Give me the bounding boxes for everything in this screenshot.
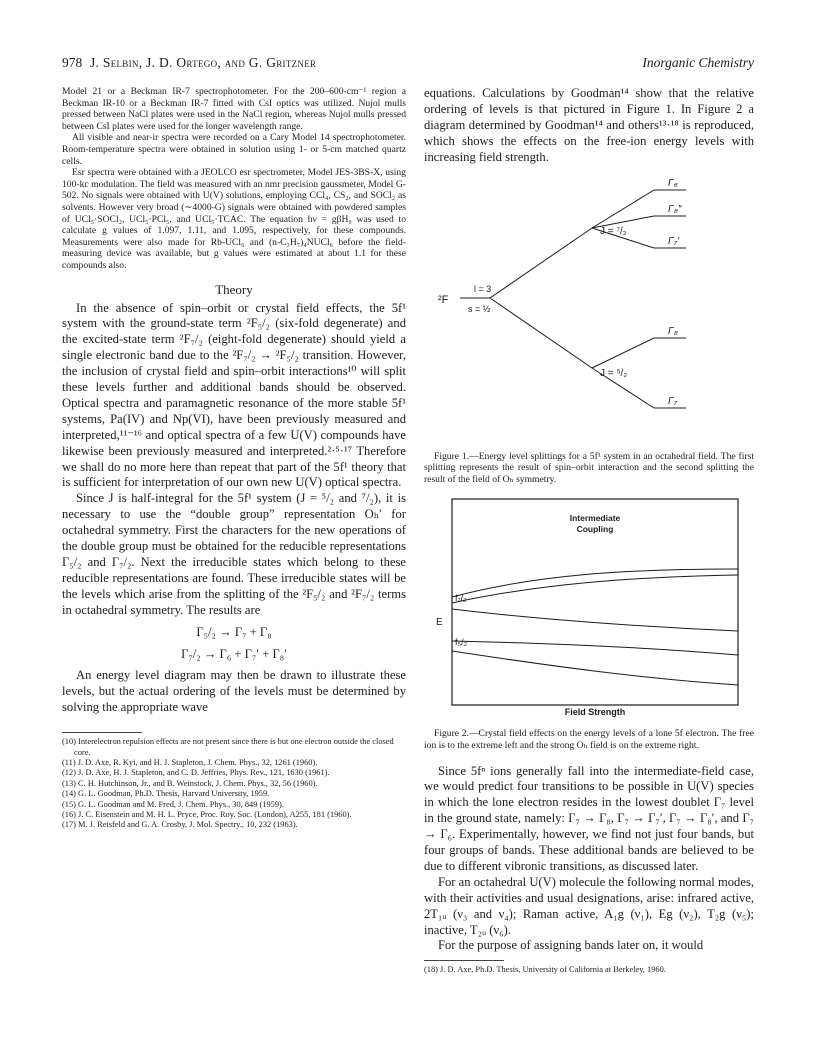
figure-1-caption bbox=[424, 451, 754, 486]
exp-paragraph: All visible and near-ir spectra were recorded on a Cary Model 14 spectrophotometer. Room-temperature spectra were obtained in solution using 1- or 5-cm matched quartz cells. bbox=[62, 132, 406, 167]
j52-label: J = ⁵/₂ bbox=[600, 367, 628, 379]
discussion-paragraph: Since 5fⁿ ions generally fall into the intermediate-field case, we would predict four transitions to be possible in U(V) species in which the lone electron resides in the lowest doublet Γ₇ level in the ground state, namely: Γ₇ → Γ₈, Γ₇ → Γ₇′, Γ₇ → Γ₈′, and Γ₇ → Γ₆. Experimentally, however, we find not just four bands, but four groups of bands. These additional bands are believed to be due to different vibronic transitions, as discussed later. bbox=[424, 763, 754, 873]
gamma8pp-label: Γ₈″ bbox=[668, 203, 682, 215]
exp-paragraph: Model 21 or a Beckman IR-7 spectrophotometer. For the 200–600-cm⁻¹ region a Beckman IR-10 or a Beckman IR-7 fitted with CsI optics was utilized. Nujol mulls pressed between NaCl plates were used in the NaCl region, whereas Nujol mulls pressed between CsI plates were used for the longer wavelength range. bbox=[62, 86, 406, 132]
curve-lower-2 bbox=[452, 651, 738, 685]
intro-paragraph bbox=[424, 86, 754, 166]
field-strength-label: Field Strength bbox=[564, 707, 626, 718]
theory-paragraph: An energy level diagram may then be drawn to illustrate these levels, but the actual ordering of the levels must be determined by solving the appropriate wave bbox=[62, 668, 406, 715]
figure-1-caption-text: Figure 1.—Energy level splittings for a 5f¹ system in an octahedral field. The first splitting represents the result of spin–orbit interaction and the second splitting the result of the field of Oₕ symmetry. bbox=[424, 450, 754, 485]
f72-label: f₇/₂ bbox=[455, 593, 467, 604]
l-label: l = 3 bbox=[474, 283, 492, 294]
figure-2-caption-text: Figure 2.—Crystal field effects on the energy levels of a lone 5f electron. The free ion is to the extreme left and the strong Oₕ field is on the extreme right. bbox=[424, 728, 754, 751]
fig2-title-1: Intermediate bbox=[569, 513, 621, 524]
footnote-rule bbox=[62, 732, 142, 733]
energy-axis-label: E bbox=[436, 617, 443, 629]
curve-middle bbox=[452, 609, 738, 631]
left-column bbox=[62, 86, 406, 831]
footnote-rule-right bbox=[424, 960, 504, 961]
page-number: 978 bbox=[62, 55, 83, 70]
energy-level-diagram bbox=[424, 172, 754, 440]
gamma7-label: Γ₇ bbox=[668, 395, 678, 407]
curve-upper-1 bbox=[452, 569, 738, 597]
equation-gamma-52: Γ₅/₂ → Γ₇ + Γ₈ bbox=[196, 624, 272, 639]
curve-lower-1 bbox=[452, 641, 738, 655]
discussion-section bbox=[424, 764, 754, 955]
footnotes bbox=[62, 737, 406, 831]
footnote: (15) G. L. Goodman and M. Fred, J. Chem. Phys., 30, 849 (1959). bbox=[62, 799, 284, 809]
intro-text: equations. Calculations by Goodman¹⁴ show that the relative ordering of levels is that pictured in Figure 1. In Figure 2 a diagram determined by Goodman¹⁴ and others¹³·¹⁸ is reproduced, which shows the effects on the free-ion energy levels with increasing field strength. bbox=[424, 86, 754, 164]
crystal-field-diagram bbox=[424, 495, 754, 717]
figure-2 bbox=[424, 495, 754, 751]
exp-paragraph: Esr spectra were obtained with a JEOLCO esr spectrometer, Model JES-3BS-X, using 100-kc modulation. The field was measured with an nmr precision gaussmeter, Model G-502. No signals were obtained with U(V) solutions, employing CCl₄, CS₂, and SOCl₂ as solvents. However very broad (∼4000-G) signals were obtained with powdered samples of UCl₅·SOCl₂, UCl₅·PCl₅, and UCl₅·TCAC. The equation hν = gβH₀ was used to calculate g values of 1.097, 1.11, and 1.095, respectively, for these compounds. Measurements were also made for Rb-UCl₆ and (n-C₃H₇)₄NUCl₆ before the field-measuring device was available, but g values were estimated at about 1.1 for these compounds also. bbox=[62, 167, 406, 271]
split-line-j52 bbox=[490, 298, 592, 368]
gamma7p-label: Γ₇′ bbox=[668, 235, 680, 247]
footnote: (10) Interelectron repulsion effects are not present since there is but one electron outside the closed core. bbox=[62, 737, 394, 757]
footnote: (16) J. C. Eisenstein and M. H. L. Pryce, Proc. Roy. Soc. (London), A255, 181 (1960). bbox=[62, 810, 352, 819]
footnote: (12) J. D. Axe, H. J. Stapleton, and C. D. Jeffries, Phys. Rev., 121, 1630 (1961). bbox=[62, 768, 330, 778]
experimental-section bbox=[62, 86, 406, 272]
section-heading-theory: Theory bbox=[215, 281, 253, 297]
running-header bbox=[62, 55, 754, 75]
j72-label: J = ⁷/₂ bbox=[600, 225, 627, 237]
gamma8-label: Γ₈ bbox=[668, 325, 678, 337]
s-label: s = ½ bbox=[468, 303, 491, 314]
f52-label: f₅/₂ bbox=[455, 637, 468, 648]
term-label: ²F bbox=[438, 293, 449, 306]
footnote: (13) C. H. Hutchinson, Jr., and B. Weinstock, J. Chem. Phys., 32, 56 (1960). bbox=[62, 778, 318, 788]
figure-1 bbox=[424, 172, 754, 486]
gamma6-label: Γ₆ bbox=[668, 177, 678, 189]
footnote: (17) M. J. Reisfeld and G. A. Crosby, J. Mol. Spectry., 10, 232 (1963). bbox=[62, 820, 298, 830]
split-line-g8 bbox=[592, 338, 654, 368]
theory-paragraph: Since J is half-integral for the 5f¹ system (J = ⁵/₂ and ⁷/₂), it is necessary to use the “double group” representation Oₕ′ for octahedral symmetry. First the characters for the new operations of the double group must be obtained for the reducible representations Γ₅/₂ and Γ₇/₂. Next the irreducible states which belong to these reducible representations are found. These irreducible states will be the levels which arise from the splitting of the ²F₅/₂ and ²F₇/₂ terms in octahedral symmetry. The results are bbox=[62, 491, 406, 617]
equation-gamma-72: Γ₇/₂ → Γ₆ + Γ₇′ + Γ₈′ bbox=[181, 646, 287, 661]
discussion-paragraph: For the purpose of assigning bands later on, it would bbox=[438, 938, 704, 953]
footnote: (14) G. L. Goodman, Ph.D. Thesis, Harvard University, 1959. bbox=[62, 789, 270, 799]
journal-name: Inorganic Chemistry bbox=[642, 55, 754, 70]
right-column bbox=[424, 86, 754, 976]
discussion-paragraph: For an octahedral U(V) molecule the following normal modes, with their activities and usual designations, arise: infrared active, 2T₁ᵤ (ν₃ and ν₄); Raman active, A₁g (ν₁), Eg (ν₂), T₂g (ν₅); inactive, T₂ᵤ (ν₆). bbox=[424, 874, 754, 937]
curve-upper-2 bbox=[452, 575, 738, 603]
footnote: (11) J. D. Axe, R. Kyi, and H. J. Stapleton, J. Chem. Phys., 32, 1261 (1960). bbox=[62, 757, 318, 767]
theory-paragraph: In the absence of spin–orbit or crystal field effects, the 5f¹ system with the ground-state term ²F₅/₂ (six-fold degenerate) and the excited-state term ²F₇/₂ (eight-fold degenerate) should yield a single electronic band due to the ²F₇/₂ → ²F₅/₂ transition. However, the inclusion of crystal field and spin–orbit interactions¹⁰ will split these levels further and additional bands should be observed. Optical spectra and paramagnetic resonance of the more stable 5f¹ systems, Pa(IV) and Np(VI), have been previously measured and interpreted,¹¹⁻¹⁶ and optical spectra of a few U(V) compounds have likewise been previously measured and interpreted.²·⁵·¹⁷ Therefore we shall do no more here than repeat that part of the 5f¹ theory that is sufficient for interpretation of our own new U(V) optical spectra. bbox=[62, 300, 406, 490]
footnote-18: (18) J. D. Axe, Ph.D. Thesis, University of California at Berkeley, 1960. bbox=[424, 965, 666, 975]
author-line: J. Selbin, J. D. Ortego, and G. Gritzner bbox=[90, 55, 317, 70]
split-line-j72 bbox=[490, 228, 592, 298]
fig2-title-2: Coupling bbox=[576, 524, 614, 535]
theory-section bbox=[62, 301, 406, 717]
figure-2-caption bbox=[424, 728, 754, 751]
